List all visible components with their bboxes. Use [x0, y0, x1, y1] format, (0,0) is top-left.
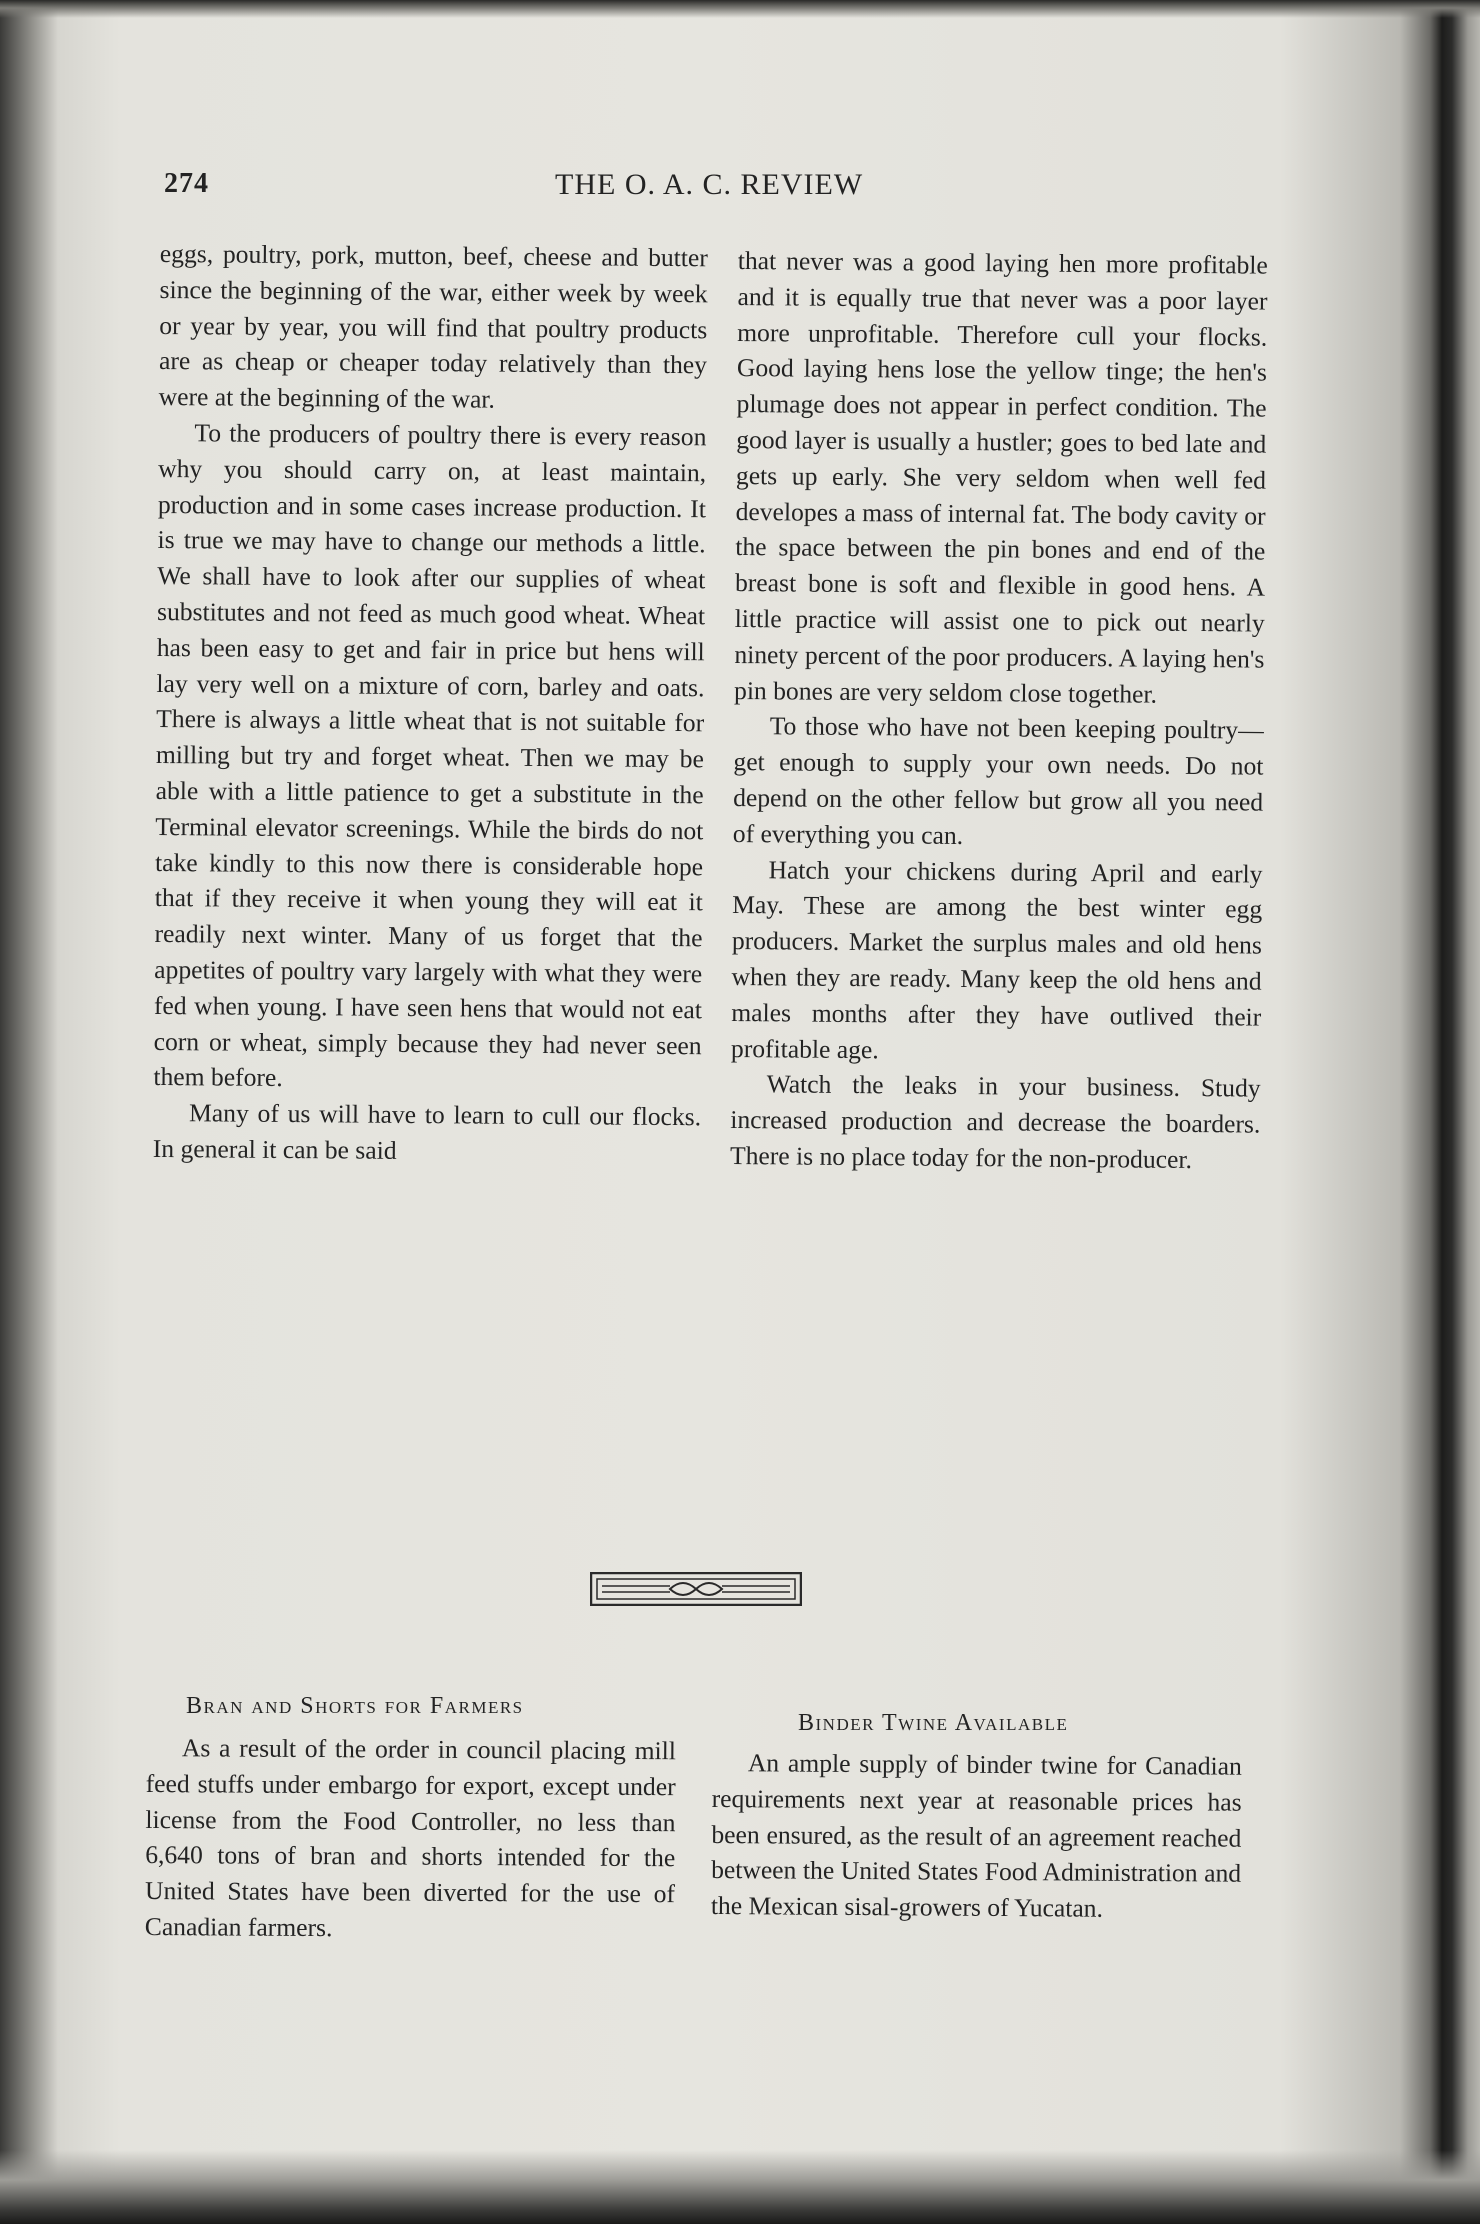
article-right-column — [730, 243, 1268, 1178]
article-paragraph: eggs, poultry, pork, mutton, beef, cheese and butter since the beginning of the war, either week by week or year by year, you will find that poultry products are as cheap or cheaper today relatively than they were at the beginning of the war. — [158, 238, 708, 414]
notice-paragraph: An ample supply of binder twine for Canadian requirements next year at reasonable prices has been ensured, as the result of an agreement reached between the United States Food Administration and the Mexican sisal-growers of Yucatan. — [710, 1748, 1242, 1923]
article-paragraph: Hatch your chickens during April and early May. These are among the best winter egg producers. Market the surplus males and old hens when they are ready. Many keep the old hens and males months after they have outlived their profitable age. — [730, 854, 1263, 1064]
twine-notice-title: Binder Twine Available — [798, 1710, 1069, 1736]
journal-title: THE O. A. C. REVIEW — [555, 168, 864, 201]
article-paragraph: To those who have not been keeping poultry—get enough to supply your own needs. Do not depend on the other fellow but grow all you need of everything you can. — [732, 711, 1264, 850]
article-paragraph: that never was a good laying hen more profitable and it is equally true that never was a poor layer more unprofitable. Therefore cull your flocks. Good laying hens lose the yellow tinge; the hen's plumage does not appear in perfect condition. The good layer is usually a hustler; goes to bed late and gets up early. She very seldom when well fed developes a mass of internal fat. The body cavity or the space between the pin bones and end of the breast bone is soft and flexible in good hens. A little practice will assist one to pick out nearly ninety percent of the poor producers. A laying hen's pin bones are very seldom close together. — [733, 245, 1268, 709]
decorative-divider-ornament — [590, 1572, 802, 1606]
twine-notice-body — [711, 1745, 1242, 1928]
page-number: 274 — [164, 168, 209, 199]
bran-notice-body — [145, 1730, 676, 1948]
article-paragraph: To the producers of poultry there is every reason why you should carry on, at least maintain, production and in some cases increase production. It is true we may have to change our methods a little. We shall have to look after our supplies of wheat substitutes and not feed as much good wheat. Wheat has been easy to get and fair in price but hens will lay very well on a mixture of corn, barley and oats. There is always a little wheat that is not suitable for milling but try and forget wheat. Then we may be able with a little patience to get a substitute in the Terminal elevator screenings. While the birds do not take kindly to this now there is considerable hope that if they receive it when young they will eat it readily next winter. Many of us forget that the appetites of poultry vary largely with what they were fed when young. I have seen hens that would not eat corn or wheat, simply because they had never seen them before. — [153, 418, 707, 1093]
article-left-column — [153, 236, 708, 1171]
notice-paragraph: As a result of the order in council placing mill feed stuffs under embargo for export, except under license from the Food Controller, no less than 6,640 tons of bran and shorts intended for the United States have been diverted for the use of Canadian farmers. — [144, 1733, 676, 1943]
article-paragraph: Many of us will have to learn to cull our flocks. In general it can be said — [152, 1098, 702, 1165]
article-paragraph: Watch the leaks in your business. Study increased production and decrease the boarders. There is no place today for the non-producer. — [729, 1069, 1261, 1174]
bran-notice-title: Bran and Shorts for Farmers — [186, 1693, 524, 1719]
